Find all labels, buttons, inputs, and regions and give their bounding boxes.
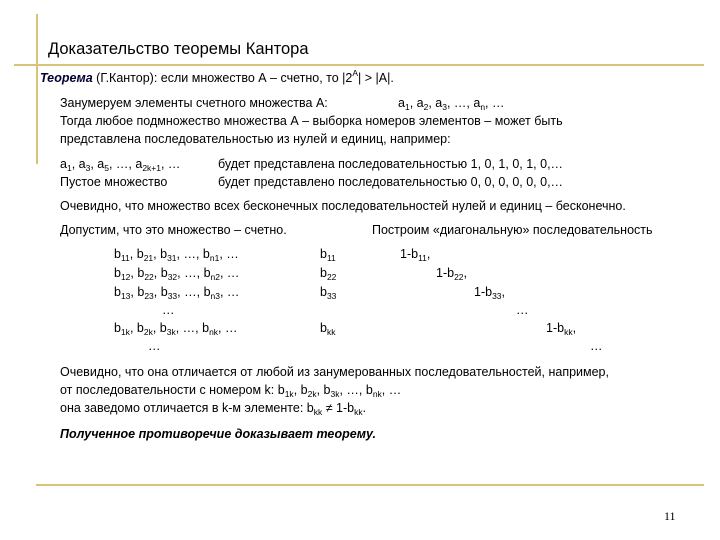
theorem-word: Теорема <box>40 71 93 85</box>
bottom-rule <box>36 484 704 486</box>
para-line-3: представлена последовательностью из нулей и единиц, например: <box>60 132 451 146</box>
new-seq-1: $1-b_{11}$, <box>400 247 431 263</box>
enum-intro: Занумеруем элементы счетного множества А: <box>60 96 328 110</box>
matrix-row-1: $b_{11}$, $b_{21}$, $b_{31}$, …, $b_{n1}$, … <box>114 247 239 263</box>
new-seq-ellipsis-1: … <box>516 303 529 317</box>
matrix-ellipsis-1: … <box>162 303 175 317</box>
new-seq-2: $1-b_{22}$, <box>436 266 468 282</box>
example-1-right: будет представлена последовательностью 1, 0, 1, 0, 1, 0,… <box>218 157 564 171</box>
diag-3: $b_{33}$ <box>320 285 337 301</box>
new-seq-k: $1-b_{kk}$, <box>546 321 577 337</box>
conclusion-line-3: она заведомо отличается в k-м элементе: $b_{kk} \ne 1-b_{kk}$. <box>60 401 367 417</box>
new-seq-ellipsis-2: … <box>590 339 603 353</box>
new-seq-3: $1-b_{33}$, <box>474 285 506 301</box>
theorem-statement: Теорема (Г.Кантор): если множество А – счетно, то $|2^A| > |A|$. <box>40 68 394 85</box>
diagonal-heading: Построим «диагональную» последовательность <box>372 223 653 237</box>
conclusion-line-1: Очевидно, что она отличается от любой из занумерованных последовательностей, например, <box>60 365 609 379</box>
para-line-2: Тогда любое подмножество множества А – выборка номеров элементов – может быть <box>60 114 563 128</box>
example-1-left: $a_1$, $a_3$, $a_5$, …, $a_{2k+1}$, … <box>60 157 181 173</box>
title-underline <box>14 64 704 66</box>
slide-title: Доказательство теоремы Кантора <box>48 40 309 58</box>
obvious-statement: Очевидно, что множество всех бесконечных последовательностей нулей и единиц – бесконечно. <box>60 199 626 213</box>
final-statement: Полученное противоречие доказывает теорему. <box>60 427 376 441</box>
diag-2: $b_{22}$ <box>320 266 337 282</box>
example-2-left: Пустое множество <box>60 175 168 189</box>
assumption: Допустим, что это множество – счетно. <box>60 223 287 237</box>
page-number: 11 <box>664 509 676 523</box>
matrix-ellipsis-2: … <box>148 339 161 353</box>
matrix-row-k: $b_{1k}$, $b_{2k}$, $b_{3k}$, …, $b_{nk}$, … <box>114 321 238 337</box>
conclusion-line-2: от последовательности с номером k: $b_{1k}$, $b_{2k}$, $b_{3k}$, …, $b_{nk}$, … <box>60 383 402 399</box>
diag-k: $b_{kk}$ <box>320 321 336 337</box>
enum-elements: $a_1$, $a_2$, $a_3$, …, $a_n$, … <box>398 96 505 112</box>
matrix-row-2: $b_{12}$, $b_{22}$, $b_{32}$, …, $b_{n2}$, … <box>114 266 240 282</box>
matrix-row-3: $b_{13}$, $b_{23}$, $b_{33}$, …, $b_{n3}$, … <box>114 285 240 301</box>
example-2-right: будет представлено последовательностью 0, 0, 0, 0, 0, 0,… <box>218 175 564 189</box>
left-accent-line <box>36 14 38 164</box>
diag-1: $b_{11}$ <box>320 247 336 263</box>
